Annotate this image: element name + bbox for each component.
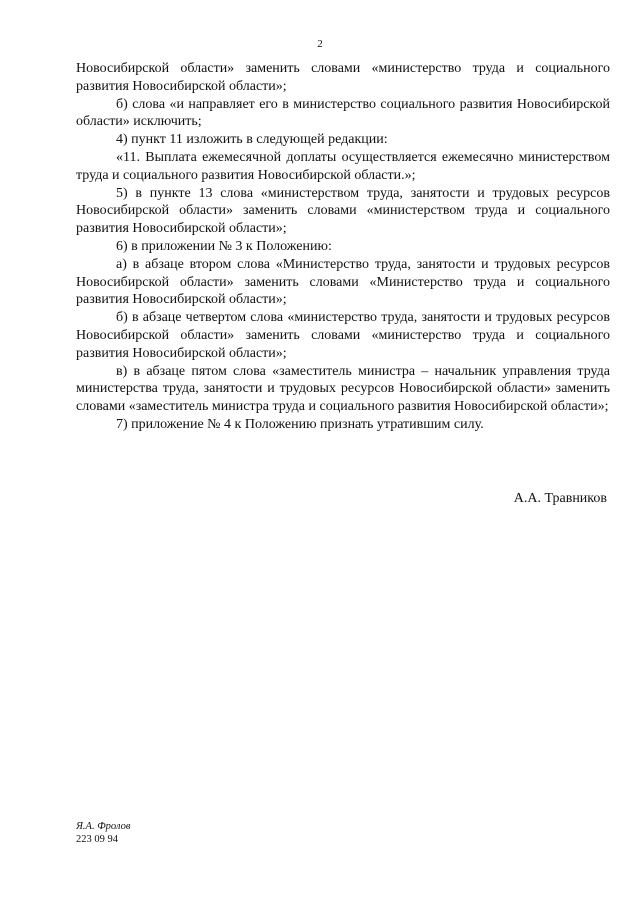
executor-phone: 223 09 94 (76, 834, 118, 845)
footer-contact (76, 820, 130, 846)
signature: А.А. Травников (513, 491, 607, 506)
executor-name: Я.А. Фролов (76, 821, 131, 832)
paragraph: б) в абзаце четвертом слова «министерство труда, занятости и трудовых ресурсов Новосибирской области» заменить словами «министерство труда и социального развития Новосибирской области»; (76, 310, 610, 361)
paragraph: б) слова «и направляет его в министерство социального развития Новосибирской области» исключить; (76, 96, 610, 130)
paragraph: 7) приложение № 4 к Положению признать утратившим силу. (116, 416, 484, 432)
paragraph: 4) пункт 11 изложить в следующей редакции: (116, 132, 388, 148)
paragraph: 5) в пункте 13 слова «министерством труда, занятости и трудовых ресурсов Новосибирской области» заменить словами «министерством труда и социального развития Новосибирской области»; (76, 185, 610, 237)
paragraph: в) в абзаце пятом слова «заместитель министра – начальник управления труда министерства труда, занятости и трудовых ресурсов Новосибирской области» заменить словами «заместитель министра труда и социального развития Новосибирской области»; (76, 363, 610, 415)
paragraph: «11. Выплата ежемесячной доплаты осуществляется ежемесячно министерством труда и социального развития Новосибирской области.»; (76, 149, 610, 183)
paragraph: 6) в приложении № 3 к Положению: (116, 238, 332, 254)
page-number: 2 (317, 38, 323, 50)
document-body (76, 60, 610, 434)
paragraph: а) в абзаце втором слова «Министерство труда, занятости и трудовых ресурсов Новосибирской области» заменить словами «Министерство труда и социального развития Новосибирской области»; (76, 256, 610, 308)
paragraph: Новосибирской области» заменить словами «министерство труда и социального развития Новосибирской области»; (76, 61, 610, 94)
